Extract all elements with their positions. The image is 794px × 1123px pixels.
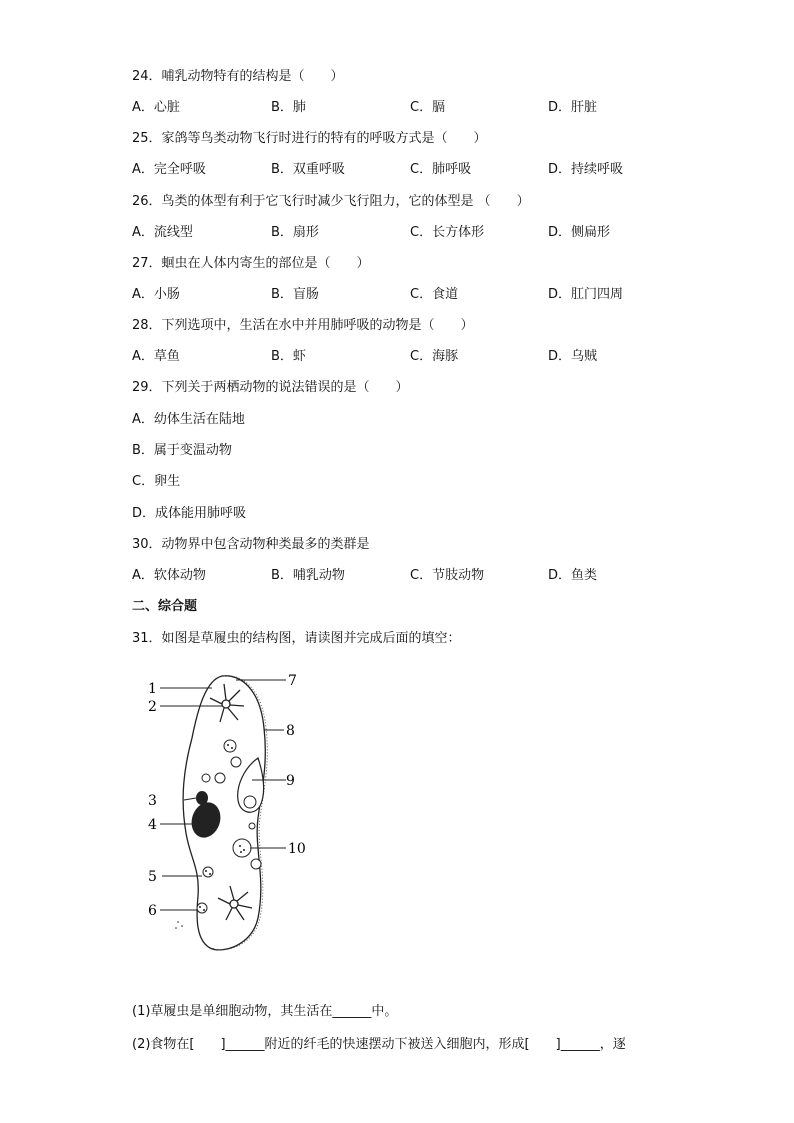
q30-option-b: B．哺乳动物 xyxy=(271,568,345,583)
question-31-sub-1: (1)草履虫是单细胞动物，其生活在______中。 xyxy=(132,1004,398,1019)
q28-option-c: C．海豚 xyxy=(410,349,459,364)
q30-option-c: C．节肢动物 xyxy=(410,568,485,583)
figure-label-1: 1 xyxy=(148,681,157,697)
q26-option-c: C．长方体形 xyxy=(410,225,485,240)
question-31-stem: 31．如图是草履虫的结构图，请读图并完成后面的填空： xyxy=(132,631,461,646)
q26-option-d: D．侧扁形 xyxy=(548,225,611,240)
question-26-stem: 26．鸟类的体型有利于它飞行时减少飞行阻力，它的体型是 （ ） xyxy=(132,194,530,209)
q28-option-b: B．虾 xyxy=(271,349,306,364)
q24-option-c: C．膈 xyxy=(410,100,446,115)
micronucleus xyxy=(196,791,208,805)
q27-option-a: A．小肠 xyxy=(132,287,180,302)
q26-option-b: B．扇形 xyxy=(271,225,319,240)
q25-option-c: C．肺呼吸 xyxy=(410,162,472,177)
question-27-stem: 27．蛔虫在人体内寄生的部位是（ ） xyxy=(132,256,370,271)
q29-option-c: C．卵生 xyxy=(132,474,181,489)
figure-label-9: 9 xyxy=(286,773,295,789)
q28-option-d: D．乌贼 xyxy=(548,349,598,364)
q29-option-a: A．幼体生活在陆地 xyxy=(132,412,245,427)
question-24-stem: 24．哺乳动物特有的结构是（ ） xyxy=(132,69,344,84)
figure-label-6: 6 xyxy=(148,903,157,919)
q24-option-d: D．肝脏 xyxy=(548,100,598,115)
paramecium-diagram xyxy=(140,668,310,958)
q26-option-a: A．流线型 xyxy=(132,225,193,240)
q27-option-b: B．盲肠 xyxy=(271,287,319,302)
q29-option-d: D．成体能用肺呼吸 xyxy=(132,506,247,521)
figure-label-10: 10 xyxy=(288,841,306,857)
figure-label-8: 8 xyxy=(286,723,295,739)
q27-option-d: D．肛门四周 xyxy=(548,287,624,302)
q24-option-b: B．肺 xyxy=(271,100,306,115)
figure-label-7: 7 xyxy=(288,673,297,689)
q29-option-b: B．属于变温动物 xyxy=(132,443,232,458)
q30-option-a: A．软体动物 xyxy=(132,568,206,583)
figure-label-3: 3 xyxy=(148,793,157,809)
q25-option-b: B．双重呼吸 xyxy=(271,162,345,177)
q25-option-a: A．完全呼吸 xyxy=(132,162,206,177)
figure-label-5: 5 xyxy=(148,869,157,885)
question-30-stem: 30．动物界中包含动物种类最多的类群是 xyxy=(132,537,370,552)
figure-label-4: 4 xyxy=(148,817,157,833)
q30-option-d: D．鱼类 xyxy=(548,568,598,583)
q25-option-d: D．持续呼吸 xyxy=(548,162,624,177)
question-31-sub-2: (2)食物在[ ]______附近的纤毛的快速摆动下被送入细胞内，形成[ ]______，逐 xyxy=(132,1037,626,1052)
question-28-stem: 28．下列选项中，生活在水中并用肺呼吸的动物是（ ） xyxy=(132,318,474,333)
question-25-stem: 25．家鸽等鸟类动物飞行时进行的特有的呼吸方式是（ ） xyxy=(132,131,487,146)
figure-label-2: 2 xyxy=(148,699,157,715)
section-title: 二、综合题 xyxy=(132,599,198,614)
question-29-stem: 29．下列关于两栖动物的说法错误的是（ ） xyxy=(132,380,409,395)
q28-option-a: A．草鱼 xyxy=(132,349,180,364)
q27-option-c: C．食道 xyxy=(410,287,459,302)
q24-option-a: A．心脏 xyxy=(132,100,180,115)
